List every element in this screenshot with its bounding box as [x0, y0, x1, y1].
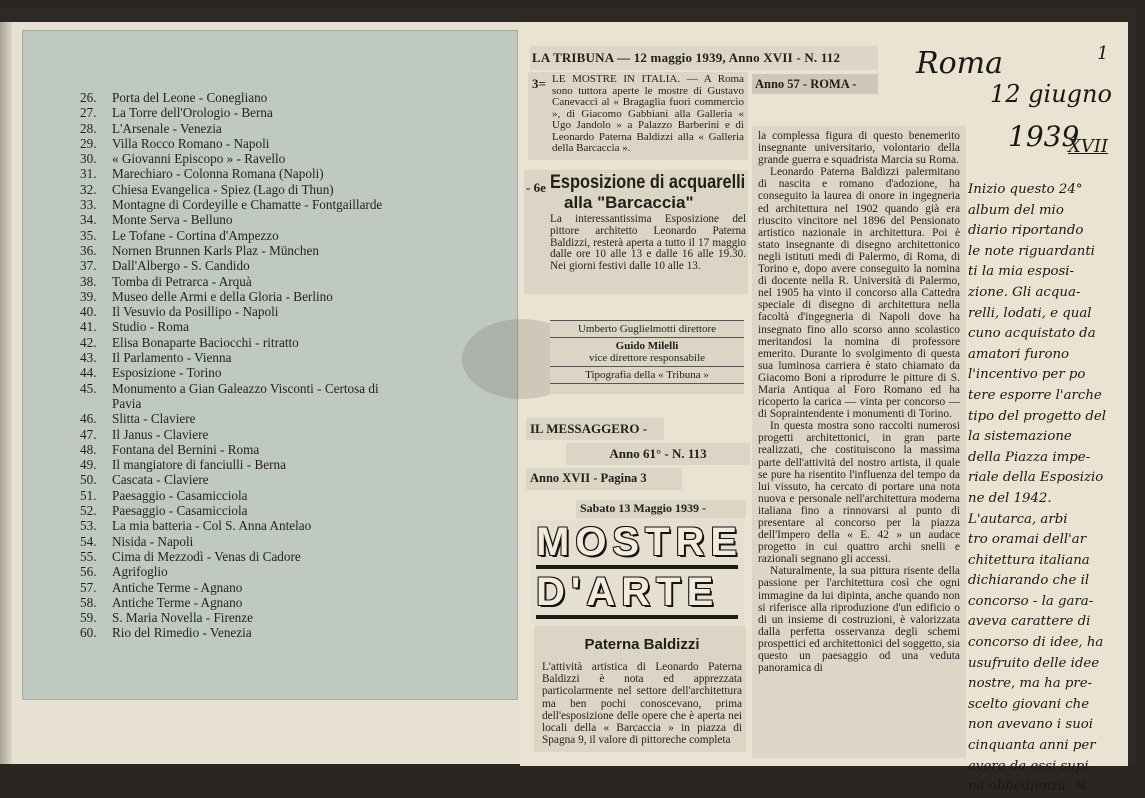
catalog-item [80, 365, 460, 380]
handwritten-line: ti la mia esposi- [968, 264, 1075, 280]
catalog-item [80, 595, 460, 610]
catalog-item [80, 534, 460, 549]
esposizione-acquarelli-clipping [524, 170, 748, 294]
catalog-item [80, 625, 460, 640]
paterna-baldizzi-article [534, 626, 746, 752]
catalog-item-title: Le Tofane - Cortina d'Ampezzo [112, 227, 279, 243]
catalog-item [80, 319, 460, 334]
catalog-item-number: 31. [80, 166, 97, 182]
catalog-item-title: Esposizione - Torino [112, 365, 222, 381]
tribuna-header-clipping: LA TRIBUNA — 12 maggio 1939, Anno XVII - N. 112 [530, 46, 878, 70]
catalog-item-number: 37. [80, 258, 97, 274]
annotation-mark: - 6e [526, 180, 546, 195]
handwritten-line: della Piazza impe- [968, 449, 1091, 465]
handwritten-line: la sistemazione [968, 429, 1072, 445]
handwritten-line: Inizio questo 24° [968, 182, 1083, 197]
handwritten-line: tipo del progetto del [968, 408, 1107, 424]
catalog-item-number: 41. [80, 319, 97, 335]
handwritten-line: non avevano i suoi [968, 717, 1094, 733]
handwritten-line: cuno acquistato da [968, 326, 1096, 342]
catalog-item [80, 335, 460, 350]
catalog-item-title: Paesaggio - Casamicciola [112, 487, 248, 503]
catalog-item [80, 258, 460, 273]
article-continuation-column [752, 126, 966, 758]
catalog-item-title: Cascata - Claviere [112, 472, 209, 488]
catalog-item-title: Rio del Rimedio - Venezia [112, 625, 252, 641]
catalog-item-title: Dall'Albergo - S. Candido [112, 258, 250, 274]
catalog-item [80, 304, 460, 319]
catalog-item-title: La Torre dell'Orologio - Berna [112, 105, 273, 121]
catalog-item-title: Monte Serva - Belluno [112, 212, 233, 228]
catalog-item-title: Slitta - Claviere [112, 411, 196, 427]
catalog-item [80, 182, 460, 197]
catalog-item [80, 289, 460, 304]
catalog-item-title: Villa Rocco Romano - Napoli [112, 135, 270, 151]
mostre-in-italia-clipping [528, 72, 748, 160]
catalog-item [80, 151, 460, 166]
catalog-item-number: 40. [80, 304, 97, 320]
column-body [758, 130, 960, 674]
catalog-item-title: Elisa Bonaparte Baciocchi - ritratto [112, 334, 299, 350]
handwritten-line: tro oramai dell'ar [968, 532, 1087, 548]
handwritten-date: 12 giugno [990, 80, 1112, 108]
catalog-item-number: 34. [80, 212, 97, 228]
catalog-item-number: 53. [80, 518, 97, 534]
catalog-item-number: 30. [80, 151, 97, 167]
column-paragraph: In questa mostra sono raccolti numerosi progetti architettonici, in gran parte realizzati, che costituiscono la massima parte dell'attività del nostro artista, il quale se pure ha risentito l'influenza del tempo da lui vissuto, ha cercato di portare una nota nuova e personale nell'architettura moderna italiana fino a rinnovarsi al punto di presentare al concorso per la piazza dell'Impero della « E. 42 » un audace progetto in cui quattro archi snelli e razionali segnano gli accessi. [758, 420, 960, 566]
anno17-clipping: Anno XVII - Pagina 3 [526, 468, 682, 490]
catalog-item-title: La mia batteria - Col S. Anna Antelao [112, 518, 312, 534]
tribuna-masthead-clipping [550, 320, 744, 394]
handwritten-line: L'autarca, arbi [968, 511, 1068, 527]
handwritten-line: zione. Gli acqua- [968, 284, 1081, 300]
catalog-item [80, 457, 460, 472]
catalog-item-number: 54. [80, 533, 97, 549]
catalog-item-number: 28. [80, 120, 97, 136]
anno57-clipping: Anno 57 - ROMA - [752, 74, 878, 94]
messaggero-header-clipping: IL MESSAGGERO - [526, 418, 664, 440]
handwritten-line: dichiarando che il [968, 573, 1090, 589]
handwritten-year: 1939 [1008, 120, 1080, 153]
catalog-item-number: 39. [80, 288, 97, 304]
handwritten-line: aveva carattere di [968, 614, 1091, 630]
catalog-item [80, 243, 460, 258]
catalog-item-title: Museo delle Armi e della Gloria - Berlino [112, 288, 333, 304]
catalog-item-number: 27. [80, 105, 97, 121]
catalog-item-title: « Giovanni Episcopo » - Ravello [112, 151, 286, 167]
article-text: L'attività artistica di Leonardo Paterna Baldizzi è nota ed apprezzata particolarmente nel settore dell'architettura ma ben pochi conoscevano, prima dell'esposizione delle opere che è aperta nei locali della « Barcaccia » in piazza di Spagna 9, il valore di pittoreche completa [542, 661, 742, 747]
anno61-clipping: Anno 61° - N. 113 [566, 443, 750, 465]
catalog-item-title: Il Vesuvio da Posillipo - Napoli [112, 304, 279, 320]
catalog-item [80, 228, 460, 243]
column-paragraph: Leonardo Paterna Baldizzi palermitano di nascita e romano d'adozione, ha conseguito la laurea di onore in ingegneria ed architettura nel 1902 quando già era riuscito vincitore nel 1896 del Pensionato artistico nazionale in architettura. Poi è stato insegnante di disegno architettonico negli istituti medi di Palermo, di Roma, di Torino e, dopo avere conseguito la nomina di docente nella R. Università di Palermo, nel 1905 ha vinto il concorso alla Cattedra speciale di disegno di architettura nella facoltà d'ingegneria di Napoli dove ha insegnato fino allo scorso anno scolastico meritandosi la nomina di professore emerito. Durante lo svolgimento di questa sua luminosa carriera è stato chiamato da Giacomo Boni a riprodurre le pitture di S. Maria Antiqua al Foro Romano ed ha ricoperto la carica — vinta per concorso — di Sopraintendente i monumenti di Torino. [758, 166, 960, 421]
catalog-item [80, 274, 460, 289]
handwritten-line: na obbedienza. % [968, 779, 1087, 795]
handwritten-line: diario riportando [968, 223, 1084, 239]
catalog-item [80, 549, 460, 564]
catalog-item-number: 59. [80, 610, 97, 626]
catalog-item-title: Porta del Leone - Conegliano [112, 90, 268, 105]
director-line: Umberto Guglielmotti direttore [550, 321, 744, 338]
mostre-darte-headline [530, 520, 744, 624]
catalog-item-title: Antiche Terme - Agnano [112, 579, 243, 595]
catalog-item [80, 212, 460, 227]
catalog-item-title: Fontana del Bernini - Roma [112, 441, 260, 457]
article-text: La interessantissima Esposizione del pittore architetto Leonardo Paterna Baldizzi, resterà aperta a tutto il 17 maggio dalle ore 10 alle 13 e dalle 16 alle 19.30. Nei giorni festivi dalle 10 alle 13. [550, 213, 746, 273]
vice-director-role: vice direttore responsabile [550, 352, 744, 367]
article-headline: Paterna Baldizzi [584, 636, 700, 653]
catalog-item [80, 442, 460, 457]
headline-rule [536, 565, 738, 569]
catalog-item-number: 33. [80, 197, 97, 213]
catalog-item-title: Monumento a Gian Galeazzo Visconti - Certosa di [112, 380, 379, 396]
headline-word-1: MOSTRE [536, 520, 744, 564]
catalog-item [80, 610, 460, 625]
catalog-item [80, 121, 460, 136]
catalog-item-number: 52. [80, 503, 97, 519]
handwritten-fascist-era-year: XVII [1068, 136, 1109, 157]
catalog-item-number: 36. [80, 242, 97, 258]
handwritten-line: ne del 1942. [968, 490, 1052, 506]
catalog-item-title: L'Arsenale - Venezia [112, 120, 222, 136]
catalog-item-title: Marechiaro - Colonna Romana (Napoli) [112, 166, 324, 182]
handwritten-line: scelto giovani che [968, 696, 1090, 712]
handwritten-line: le note riguardanti [968, 243, 1095, 259]
catalog-item [80, 136, 460, 151]
handwritten-line: tere esporre l'arche [968, 387, 1102, 403]
article-subheadline: alla "Barcaccia" [564, 193, 694, 212]
catalog-item [80, 381, 460, 396]
catalog-item-title: Pavia [112, 395, 142, 411]
catalog-item-title: Nisida - Napoli [112, 533, 194, 549]
catalog-item [80, 396, 460, 411]
catalog-item [80, 105, 460, 120]
catalog-item-title: Montagne di Cordeyille e Chamatte - Fontgaillarde [112, 197, 383, 213]
handwritten-line: concorso - la gara- [968, 593, 1094, 609]
catalog-item-number: 35. [80, 227, 97, 243]
handwritten-place: Roma [916, 46, 1003, 81]
catalog-item-number: 60. [80, 625, 97, 641]
handwritten-line: riale della Esposizio [968, 470, 1104, 486]
catalog-item-title: Nornen Brunnen Karls Plaz - München [112, 242, 319, 258]
catalog-item-title: Antiche Terme - Agnano [112, 594, 243, 610]
column-paragraph: la complessa figura di questo benemerito insegnante universitario, volontario della grande guerra e squadrista Marcia su Roma. [758, 130, 960, 167]
catalog-item-number: 29. [80, 135, 97, 151]
catalog-item-number: 55. [80, 548, 97, 564]
catalog-item [80, 564, 460, 579]
headline-rule [536, 615, 738, 619]
catalog-item-title: Chiesa Evangelica - Spiez (Lago di Thun) [112, 181, 334, 197]
catalog-item [80, 427, 460, 442]
catalog-item-number: 44. [80, 365, 97, 381]
catalog-item-title: Il Parlamento - Vienna [112, 350, 232, 366]
catalog-item-title: Agrifoglio [112, 564, 168, 580]
vice-director-name: Guido Milelli [615, 340, 679, 352]
printer-line: Tipografia della « Tribuna » [550, 367, 744, 384]
date-clipping: Sabato 13 Maggio 1939 - [576, 500, 746, 518]
handwritten-line: album del mio [968, 202, 1064, 218]
catalog-item-number: 47. [80, 426, 97, 442]
catalog-item-number: 57. [80, 579, 97, 595]
catalog-item-number: 50. [80, 472, 97, 488]
catalog-item [80, 411, 460, 426]
catalog-item-number: 32. [80, 181, 97, 197]
page-edge [0, 22, 12, 764]
annotation-mark: 3= [532, 76, 546, 91]
catalog-item-title: Studio - Roma [112, 319, 189, 335]
catalog-item [80, 166, 460, 181]
catalog-item [80, 90, 460, 105]
scrapbook-spread [0, 8, 1135, 795]
handwritten-line: cinquanta anni per [968, 738, 1096, 754]
handwritten-line: avere da essi supi- [968, 758, 1094, 774]
catalog-item-number: 26. [80, 90, 97, 105]
handwritten-line: relli, lodati, e qual [968, 305, 1092, 321]
catalog-item [80, 472, 460, 487]
catalog-item-number: 45. [80, 380, 97, 396]
catalog-item-number: 58. [80, 594, 97, 610]
catalog-item [80, 580, 460, 595]
handwritten-line: concorso di idee, ha [968, 635, 1104, 651]
catalog-item [80, 503, 460, 518]
catalog-item [80, 518, 460, 533]
catalog-item-number: 48. [80, 441, 97, 457]
catalog-list [80, 90, 460, 641]
catalog-item-number: 56. [80, 564, 97, 580]
catalog-item [80, 197, 460, 212]
catalog-item-title: S. Maria Novella - Firenze [112, 610, 253, 626]
catalog-item-title: Il Janus - Claviere [112, 426, 209, 442]
handwritten-line: chitettura italiana [968, 552, 1090, 568]
catalog-item [80, 488, 460, 503]
handwritten-line: amatori furono [968, 346, 1070, 362]
catalog-item-title: Cima di Mezzodì - Venas di Cadore [112, 548, 301, 564]
catalog-item [80, 350, 460, 365]
catalog-item-title: Tomba di Petrarca - Arquà [112, 273, 252, 289]
article-headline: Esposizione di acquarelli [550, 172, 746, 193]
handwritten-line: nostre, ma ha pre- [968, 676, 1093, 692]
handwritten-line: l'incentivo per po [968, 367, 1086, 383]
catalog-item-number: 43. [80, 350, 97, 366]
catalog-item-title: Paesaggio - Casamicciola [112, 503, 248, 519]
article-text: LE MOSTRE IN ITALIA. — A Roma sono tuttora aperte le mostre di Gustavo Canevacci al « Bragaglia fuori commercio », di Giacomo Gabbiani alla Galleria « Ugo Jandolo » a Palazzo Barberini e di Leonardo Paterna Baldizzi alla « Galleria della Barcaccia ». [552, 73, 744, 154]
handwritten-line: usufruito delle idee [968, 655, 1100, 671]
headline-word-2: D'ARTE [536, 570, 720, 614]
catalog-item-number: 42. [80, 334, 97, 350]
catalog-item-number: 46. [80, 411, 97, 427]
catalog-item-number: 51. [80, 487, 97, 503]
catalog-item-number: 38. [80, 273, 97, 289]
handwritten-diary-note [968, 180, 1124, 798]
handwritten-page-number: 1 [1097, 43, 1109, 64]
catalog-item-number: 49. [80, 457, 97, 473]
column-paragraph: Naturalmente, la sua pittura risente della passione per l'architettura così che ogni immagine da lui dipinta, anche quando non si riferisce alla riproduzione d'un edificio o di un insieme di costruzioni, è valorizzata dalla perfetta osservanza degli schemi prospettici ed architettonici del soggetto, sia questo un paesaggio od una veduta panoramica di [758, 565, 960, 675]
catalog-item-title: Il mangiatore di fanciulli - Berna [112, 457, 286, 473]
